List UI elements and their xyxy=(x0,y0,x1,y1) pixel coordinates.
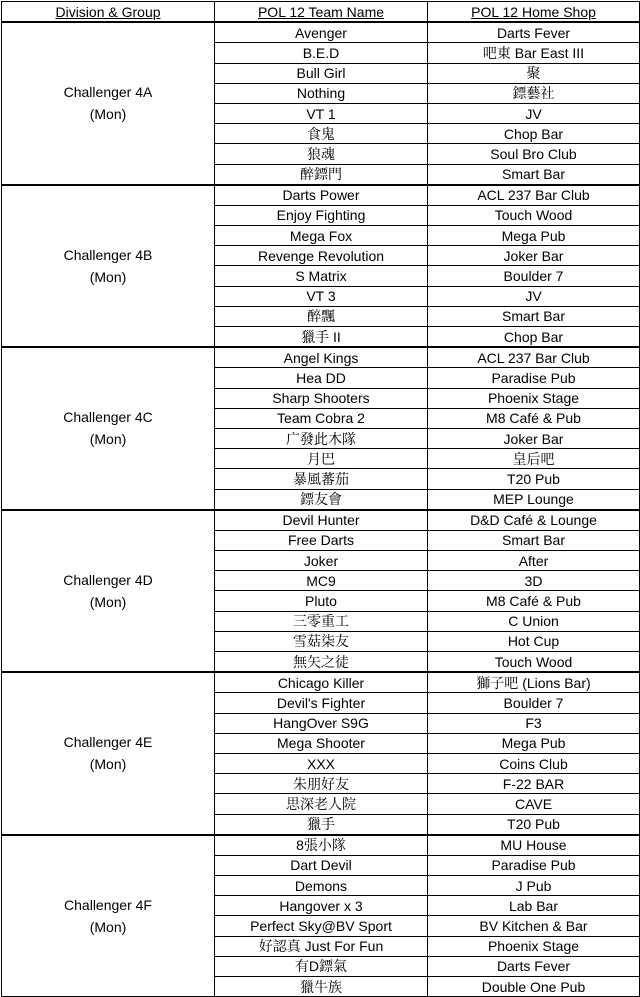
header-home-shop: POL 12 Home Shop xyxy=(428,2,640,23)
group-name: Challenger 4D xyxy=(63,571,153,588)
table-body xyxy=(2,22,640,997)
team-name-cell: 獵手 xyxy=(215,814,428,835)
home-shop-cell: Coins Club xyxy=(428,753,640,773)
division-group-cell xyxy=(2,347,215,510)
home-shop-cell: CAVE xyxy=(428,794,640,814)
group-name: Challenger 4A xyxy=(63,84,153,101)
team-name-cell: 暴風蕃茄 xyxy=(215,469,428,489)
team-name-cell: Avenger xyxy=(215,22,428,43)
home-shop-cell: 鏢藝社 xyxy=(428,83,640,103)
team-name-cell: Pluto xyxy=(215,591,428,611)
table-row xyxy=(2,185,640,206)
home-shop-cell: J Pub xyxy=(428,876,640,896)
team-name-cell: 醉飄 xyxy=(215,306,428,326)
home-shop-cell: Lab Bar xyxy=(428,896,640,916)
team-name-cell: 鏢友會 xyxy=(215,489,428,510)
home-shop-cell: Double One Pub xyxy=(428,977,640,997)
group-day: (Mon) xyxy=(89,106,127,123)
home-shop-cell: Darts Fever xyxy=(428,22,640,43)
team-name-cell: MC9 xyxy=(215,571,428,591)
team-name-cell: Devil Hunter xyxy=(215,510,428,531)
home-shop-cell: Hot Cup xyxy=(428,631,640,651)
group-day: (Mon) xyxy=(89,593,127,610)
table-row xyxy=(2,510,640,531)
group-name: Challenger 4E xyxy=(63,734,153,751)
home-shop-cell: ACL 237 Bar Club xyxy=(428,347,640,368)
division-group-cell xyxy=(2,510,215,673)
home-shop-cell: Phoenix Stage xyxy=(428,388,640,408)
team-name-cell: Mega Fox xyxy=(215,226,428,246)
home-shop-cell: F-22 BAR xyxy=(428,774,640,794)
home-shop-cell: ACL 237 Bar Club xyxy=(428,185,640,206)
team-name-cell: 月巴 xyxy=(215,449,428,469)
home-shop-cell: Paradise Pub xyxy=(428,368,640,388)
team-name-cell: Nothing xyxy=(215,83,428,103)
team-name-cell: 广發此木隊 xyxy=(215,428,428,448)
home-shop-cell: 皇后吧 xyxy=(428,449,640,469)
team-name-cell: Angel Kings xyxy=(215,347,428,368)
header-row xyxy=(2,2,640,23)
group-day: (Mon) xyxy=(89,918,127,935)
team-name-cell: Darts Power xyxy=(215,185,428,206)
team-name-cell: Enjoy Fighting xyxy=(215,205,428,225)
home-shop-cell: MU House xyxy=(428,835,640,856)
home-shop-cell: Boulder 7 xyxy=(428,693,640,713)
team-name-cell: 思深老人院 xyxy=(215,794,428,814)
home-shop-cell: After xyxy=(428,551,640,571)
home-shop-cell: Soul Bro Club xyxy=(428,144,640,164)
team-name-cell: 有D鏢氣 xyxy=(215,956,428,976)
team-name-cell: 好認真 Just For Fun xyxy=(215,936,428,956)
home-shop-cell: BV Kitchen & Bar xyxy=(428,916,640,936)
home-shop-cell: Paradise Pub xyxy=(428,855,640,875)
home-shop-cell: Chop Bar xyxy=(428,327,640,348)
home-shop-cell: Joker Bar xyxy=(428,246,640,266)
team-name-cell: 三零重工 xyxy=(215,611,428,631)
team-name-cell: Hea DD xyxy=(215,368,428,388)
home-shop-cell: M8 Café & Pub xyxy=(428,408,640,428)
team-name-cell: Chicago Killer xyxy=(215,672,428,693)
group-day: (Mon) xyxy=(89,268,127,285)
home-shop-cell: MEP Lounge xyxy=(428,489,640,510)
team-name-cell: Demons xyxy=(215,876,428,896)
team-name-cell: Mega Shooter xyxy=(215,733,428,753)
home-shop-cell: Touch Wood xyxy=(428,205,640,225)
home-shop-cell: 3D xyxy=(428,571,640,591)
division-group-cell xyxy=(2,835,215,997)
team-name-cell: Devil's Fighter xyxy=(215,693,428,713)
table-row xyxy=(2,22,640,43)
team-name-cell: 獵手 II xyxy=(215,327,428,348)
table-row xyxy=(2,347,640,368)
home-shop-cell: D&D Café & Lounge xyxy=(428,510,640,531)
home-shop-cell: 獅子吧 (Lions Bar) xyxy=(428,672,640,693)
team-name-cell: XXX xyxy=(215,753,428,773)
home-shop-cell: Smart Bar xyxy=(428,530,640,550)
home-shop-cell: Smart Bar xyxy=(428,164,640,185)
home-shop-cell: T20 Pub xyxy=(428,814,640,835)
team-name-cell: Free Darts xyxy=(215,530,428,550)
home-shop-cell: M8 Café & Pub xyxy=(428,591,640,611)
table-row xyxy=(2,835,640,856)
division-group-cell xyxy=(2,22,215,185)
division-group-cell xyxy=(2,672,215,835)
home-shop-cell: C Union xyxy=(428,611,640,631)
home-shop-cell: Mega Pub xyxy=(428,733,640,753)
home-shop-cell: Mega Pub xyxy=(428,226,640,246)
team-name-cell: 雪菇柒友 xyxy=(215,631,428,651)
home-shop-cell: T20 Pub xyxy=(428,469,640,489)
home-shop-cell: Boulder 7 xyxy=(428,266,640,286)
group-name: Challenger 4C xyxy=(63,409,153,426)
team-name-cell: 無矢之徒 xyxy=(215,652,428,673)
table-row xyxy=(2,672,640,693)
team-name-cell: B.E.D xyxy=(215,43,428,63)
home-shop-cell: Chop Bar xyxy=(428,124,640,144)
home-shop-cell: Smart Bar xyxy=(428,306,640,326)
team-name-cell: 朱朋好友 xyxy=(215,774,428,794)
team-name-cell: S Matrix xyxy=(215,266,428,286)
team-name-cell: 食鬼 xyxy=(215,124,428,144)
home-shop-cell: F3 xyxy=(428,713,640,733)
team-name-cell: Hangover x 3 xyxy=(215,896,428,916)
home-shop-cell: JV xyxy=(428,286,640,306)
team-name-cell: VT 1 xyxy=(215,103,428,123)
team-name-cell: VT 3 xyxy=(215,286,428,306)
home-shop-cell: Darts Fever xyxy=(428,956,640,976)
group-day: (Mon) xyxy=(89,756,127,773)
team-name-cell: 8張小隊 xyxy=(215,835,428,856)
home-shop-cell: Joker Bar xyxy=(428,428,640,448)
home-shop-cell: JV xyxy=(428,103,640,123)
home-shop-cell: 聚 xyxy=(428,63,640,83)
home-shop-cell: 吧東 Bar East III xyxy=(428,43,640,63)
team-name-cell: Sharp Shooters xyxy=(215,388,428,408)
team-name-cell: Joker xyxy=(215,551,428,571)
team-name-cell: Team Cobra 2 xyxy=(215,408,428,428)
header-team-name: POL 12 Team Name xyxy=(215,2,428,23)
team-name-cell: 狼魂 xyxy=(215,144,428,164)
team-name-cell: 醉鏢門 xyxy=(215,164,428,185)
team-name-cell: HangOver S9G xyxy=(215,713,428,733)
team-name-cell: Dart Devil xyxy=(215,855,428,875)
division-group-cell xyxy=(2,185,215,348)
team-name-cell: Bull Girl xyxy=(215,63,428,83)
team-name-cell: 獵牛族 xyxy=(215,977,428,997)
group-name: Challenger 4F xyxy=(64,896,152,913)
team-name-cell: Revenge Revolution xyxy=(215,246,428,266)
team-name-cell: Perfect Sky@BV Sport xyxy=(215,916,428,936)
division-table xyxy=(1,1,640,997)
group-name: Challenger 4B xyxy=(63,246,153,263)
home-shop-cell: Touch Wood xyxy=(428,652,640,673)
group-day: (Mon) xyxy=(89,431,127,448)
table-header xyxy=(2,2,640,23)
home-shop-cell: Phoenix Stage xyxy=(428,936,640,956)
header-division: Division & Group xyxy=(2,2,215,23)
